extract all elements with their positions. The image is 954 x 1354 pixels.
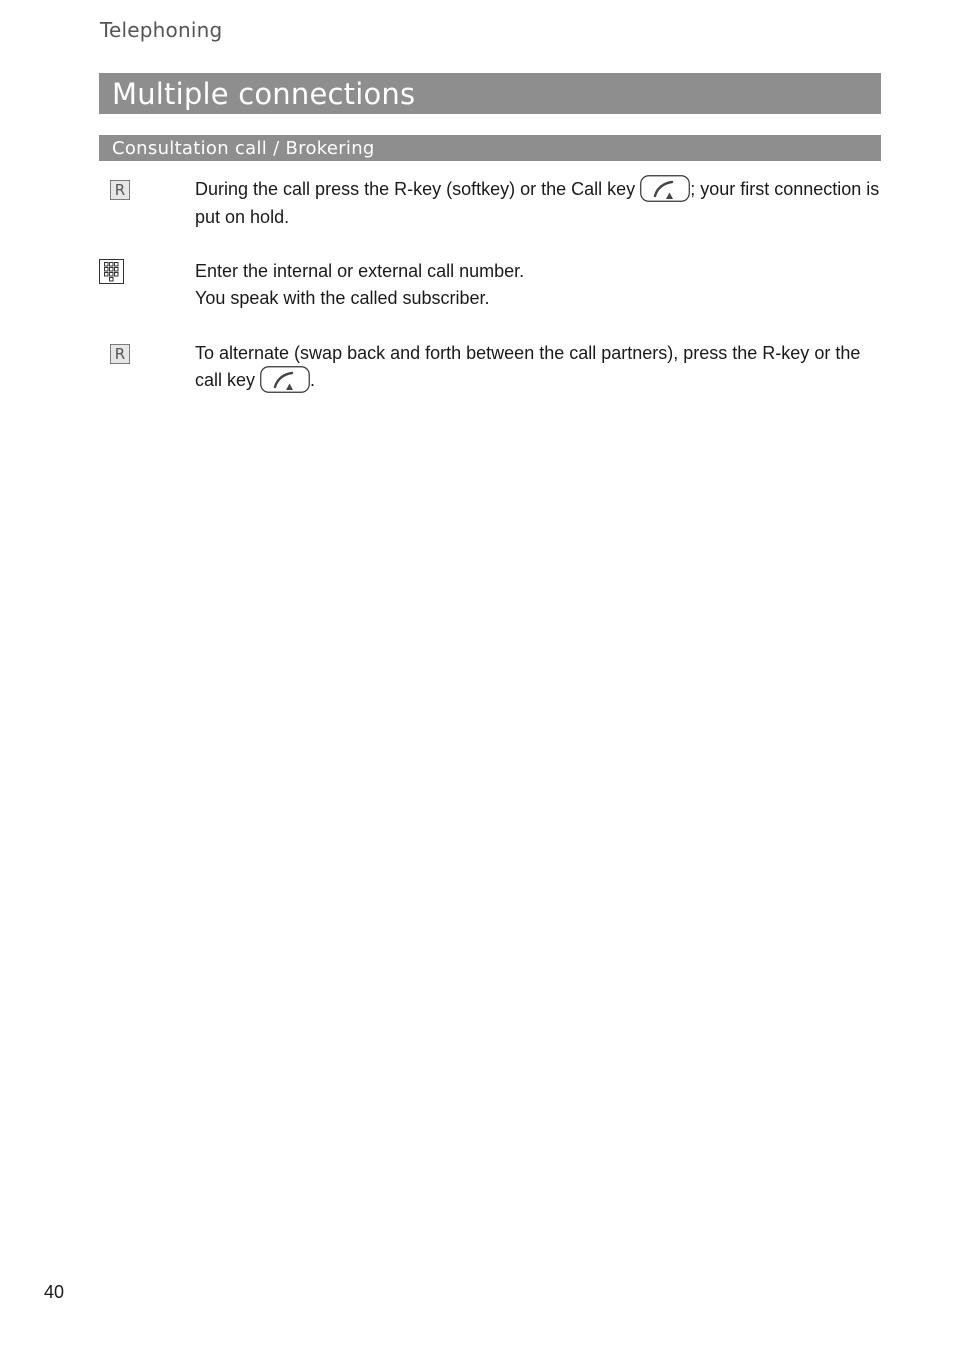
- subtitle-bar: [99, 135, 881, 161]
- call-key-icon: [260, 366, 310, 393]
- section-label: Telephoning: [100, 18, 223, 42]
- r-key-icon: R: [110, 180, 130, 200]
- step-1-text: [195, 176, 885, 231]
- page-title: Multiple connections: [112, 76, 416, 111]
- page-number: 40: [44, 1282, 65, 1302]
- call-key-icon: [640, 175, 690, 202]
- step-3-text-before: To alternate (swap back and forth between the call partners), press the R-key or the call key: [195, 343, 861, 390]
- keypad-icon: [99, 259, 124, 284]
- page-title-bar: [99, 73, 881, 114]
- step-1-text-before: During the call press the R-key (softkey) or the Call key: [195, 179, 636, 199]
- r-key-icon: R: [110, 344, 130, 364]
- step-2-line-1: Enter the internal or external call number.: [195, 261, 525, 281]
- page-subtitle: Consultation call / Brokering: [112, 137, 375, 159]
- step-2-line-2: You speak with the called subscriber.: [195, 288, 490, 308]
- step-2-text: [195, 258, 885, 312]
- step-3-text-after: .: [310, 370, 316, 390]
- step-1-text-after: ; your first connection is put on hold.: [195, 179, 880, 227]
- step-3-text: [195, 340, 885, 395]
